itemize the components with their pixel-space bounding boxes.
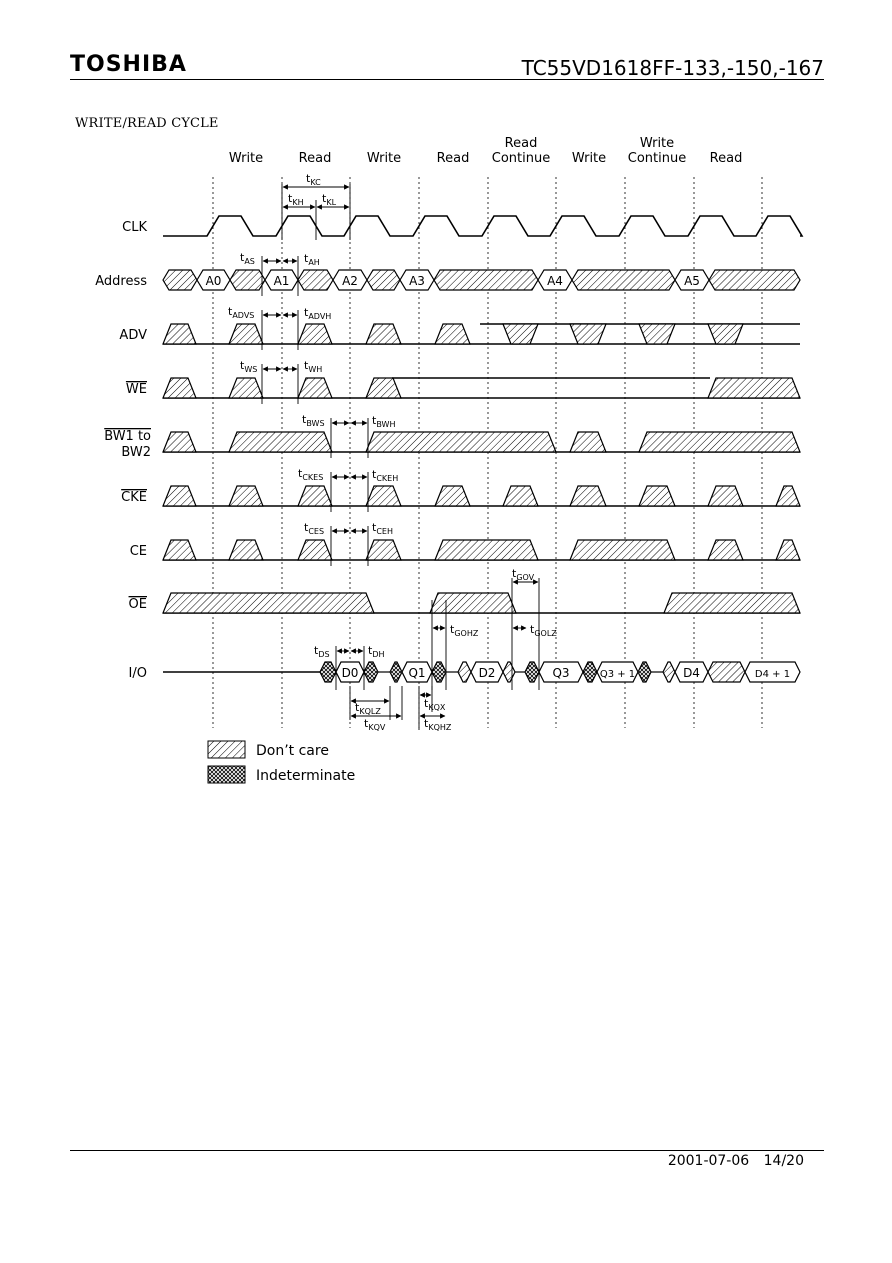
- part-number: TC55VD1618FF-133,-150,-167: [521, 56, 824, 80]
- cke-setup-window: [229, 486, 263, 506]
- timing-label-sub: ADVS: [232, 311, 255, 320]
- bw-setup-window: [366, 432, 556, 452]
- timing-label-sub: KL: [326, 198, 337, 207]
- phase-label: Write: [571, 151, 607, 166]
- legend-indeterminate-swatch: [208, 766, 245, 783]
- footer-date: 2001-07-06: [667, 1153, 750, 1169]
- brand-logo: TOSHIBA: [70, 52, 187, 77]
- timing-label: $t_{DH}$: [368, 644, 385, 659]
- signal-label-io: I/O: [128, 666, 147, 681]
- signal-label-bw: BW1 to: [104, 429, 151, 444]
- we-setup-window: [229, 378, 263, 398]
- timing-label-sub: KQHZ: [428, 723, 452, 732]
- signal-label-bw: BW2: [121, 445, 151, 460]
- oe-dont-care: [664, 593, 800, 613]
- bw-setup-window: [163, 432, 196, 452]
- we-setup-window: [366, 378, 401, 398]
- adv-setup-window: [435, 324, 470, 344]
- io-indeterminate: [638, 662, 651, 682]
- ce-setup-window: [708, 540, 743, 560]
- timing-label-sub: CEH: [376, 527, 393, 536]
- cke-setup-window: [163, 486, 196, 506]
- adv-setup-window: [229, 324, 263, 344]
- bw-setup-window: [570, 432, 606, 452]
- timing-label: $t_{ADVS}$: [228, 305, 255, 320]
- signal-label-we: WE: [125, 382, 147, 397]
- io-dont-care: [458, 662, 471, 682]
- io-value: D0: [341, 666, 359, 680]
- footer-rule: [70, 1150, 824, 1151]
- phase-label: Read: [436, 151, 470, 166]
- timing-label-sub: KH: [292, 198, 304, 207]
- we-setup-window: [298, 378, 332, 398]
- address-value-A0: A0: [205, 274, 222, 288]
- ce-setup-window: [229, 540, 263, 560]
- timing-label: $t_{BWH}$: [372, 414, 396, 429]
- timing-label-sub: CKES: [302, 473, 324, 482]
- legend-label: Indeterminate: [256, 768, 356, 784]
- timing-label: $t_{GOV}$: [512, 567, 535, 582]
- timing-label-sub: AS: [244, 257, 255, 266]
- adv-setup-window: [163, 324, 196, 344]
- cke-setup-window: [570, 486, 606, 506]
- timing-label: $t_{KC}$: [306, 172, 321, 187]
- signal-label-cke: CKE: [121, 490, 147, 505]
- signal-label-oe: OE: [128, 597, 147, 612]
- timing-label-sub: GOLZ: [534, 629, 557, 638]
- io-dont-care: [708, 662, 745, 682]
- io-value: D4: [683, 666, 700, 680]
- adv-setup-window: [639, 324, 675, 344]
- we-setup-window: [163, 378, 196, 398]
- signal-label-ce: CE: [129, 544, 147, 559]
- address-value-A5: A5: [684, 274, 700, 288]
- io-value: D4 + 1: [754, 669, 791, 680]
- clk-waveform: [163, 216, 802, 236]
- timing-label: $t_{KQX}$: [424, 697, 446, 712]
- timing-label-sub: DH: [372, 650, 385, 659]
- timing-label-sub: KQX: [428, 703, 446, 712]
- timing-label: $t_{KQLZ}$: [355, 701, 381, 716]
- address-dont-care: [572, 270, 675, 290]
- section-title: WRITE/READ CYCLE: [75, 116, 219, 131]
- timing-label: $t_{BWS}$: [302, 413, 325, 428]
- io-indeterminate: [320, 662, 336, 682]
- phase-label: Write: [366, 151, 402, 166]
- bw-setup-window: [229, 432, 332, 452]
- timing-label-sub: BWH: [376, 420, 396, 429]
- timing-label: $t_{AS}$: [240, 251, 255, 266]
- timing-label-sub: DS: [318, 650, 330, 659]
- io-value: Q1: [408, 666, 426, 680]
- address-value-A4: A4: [547, 274, 563, 288]
- io-value: D2: [478, 666, 496, 680]
- bw-setup-window: [639, 432, 800, 452]
- timing-label-sub: CKEH: [376, 474, 399, 483]
- signal-label-address: Address: [95, 274, 147, 289]
- timing-label-sub: WH: [308, 365, 323, 374]
- cke-setup-window: [776, 486, 800, 506]
- phase-label: Write: [639, 136, 675, 151]
- timing-label-sub: CES: [308, 527, 325, 536]
- cke-setup-window: [639, 486, 675, 506]
- ce-setup-window: [298, 540, 332, 560]
- address-dont-care: [163, 270, 197, 290]
- address-dont-care: [298, 270, 333, 290]
- signal-label-adv: ADV: [119, 328, 147, 343]
- phase-label: Continue: [627, 151, 687, 166]
- address-value-A3: A3: [409, 274, 425, 288]
- timing-label: $t_{AH}$: [304, 252, 320, 267]
- timing-label-sub: GOV: [516, 573, 535, 582]
- phase-label: Continue: [491, 151, 551, 166]
- io-value: Q3: [552, 666, 570, 680]
- ce-setup-window: [435, 540, 538, 560]
- timing-label-sub: KQV: [368, 723, 386, 732]
- timing-label: $t_{KL}$: [322, 192, 337, 207]
- timing-label-sub: BWS: [306, 419, 325, 428]
- timing-label: $t_{GOHZ}$: [450, 623, 479, 638]
- cke-setup-window: [435, 486, 470, 506]
- timing-label: $t_{GOLZ}$: [530, 623, 557, 638]
- ce-setup-window: [776, 540, 800, 560]
- ce-setup-window: [163, 540, 196, 560]
- adv-setup-window: [570, 324, 606, 344]
- adv-setup-window: [503, 324, 538, 344]
- adv-setup-window: [708, 324, 743, 344]
- ce-setup-window: [570, 540, 675, 560]
- io-dont-care: [503, 662, 515, 682]
- timing-label-sub: WS: [244, 365, 258, 374]
- legend-label: Don’t care: [256, 743, 329, 759]
- phase-label: Read: [504, 136, 538, 151]
- phase-label: Read: [298, 151, 332, 166]
- address-dont-care: [230, 270, 265, 290]
- adv-setup-window: [366, 324, 401, 344]
- address-value-A1: A1: [273, 274, 290, 288]
- timing-label: $t_{CES}$: [304, 521, 325, 536]
- cke-setup-window: [708, 486, 743, 506]
- timing-label: $t_{CEH}$: [372, 521, 393, 536]
- oe-dont-care: [430, 593, 516, 613]
- address-value-A2: A2: [342, 274, 358, 288]
- phase-label: Write: [228, 151, 264, 166]
- io-indeterminate: [390, 662, 402, 682]
- footer: [668, 1153, 804, 1169]
- timing-label: $t_{CKES}$: [298, 467, 324, 482]
- timing-label: $t_{KQHZ}$: [424, 717, 452, 732]
- address-dont-care: [434, 270, 538, 290]
- address-dont-care: [709, 270, 800, 290]
- timing-label: $t_{CKEH}$: [372, 468, 399, 483]
- timing-label-sub: GOHZ: [454, 629, 479, 638]
- timing-label: $t_{DS}$: [314, 644, 330, 659]
- cke-setup-window: [503, 486, 538, 506]
- io-value: Q3 + 1: [599, 669, 636, 680]
- io-dont-care: [663, 662, 675, 682]
- legend-dont-care-swatch: [208, 741, 245, 758]
- io-indeterminate: [364, 662, 378, 682]
- io-indeterminate: [525, 662, 539, 682]
- oe-dont-care: [163, 593, 374, 613]
- timing-label-sub: KQLZ: [359, 707, 381, 716]
- timing-label-sub: AH: [308, 258, 320, 267]
- timing-label: $t_{WS}$: [240, 359, 258, 374]
- timing-label: $t_{ADVH}$: [304, 306, 332, 321]
- timing-label: $t_{KQV}$: [364, 717, 386, 732]
- timing-label: $t_{KH}$: [288, 192, 304, 207]
- phase-label: Read: [709, 151, 743, 166]
- cke-setup-window: [298, 486, 332, 506]
- timing-label-sub: ADVH: [308, 312, 332, 321]
- io-indeterminate: [583, 662, 597, 682]
- signal-label-clk: CLK: [122, 220, 147, 235]
- footer-page: 14/20: [763, 1153, 804, 1169]
- address-dont-care: [367, 270, 400, 290]
- ce-setup-window: [366, 540, 401, 560]
- we-setup-window: [708, 378, 800, 398]
- timing-label: $t_{WH}$: [304, 359, 323, 374]
- cke-setup-window: [366, 486, 401, 506]
- adv-setup-window: [298, 324, 332, 344]
- io-indeterminate: [432, 662, 446, 682]
- timing-label-sub: KC: [310, 178, 321, 187]
